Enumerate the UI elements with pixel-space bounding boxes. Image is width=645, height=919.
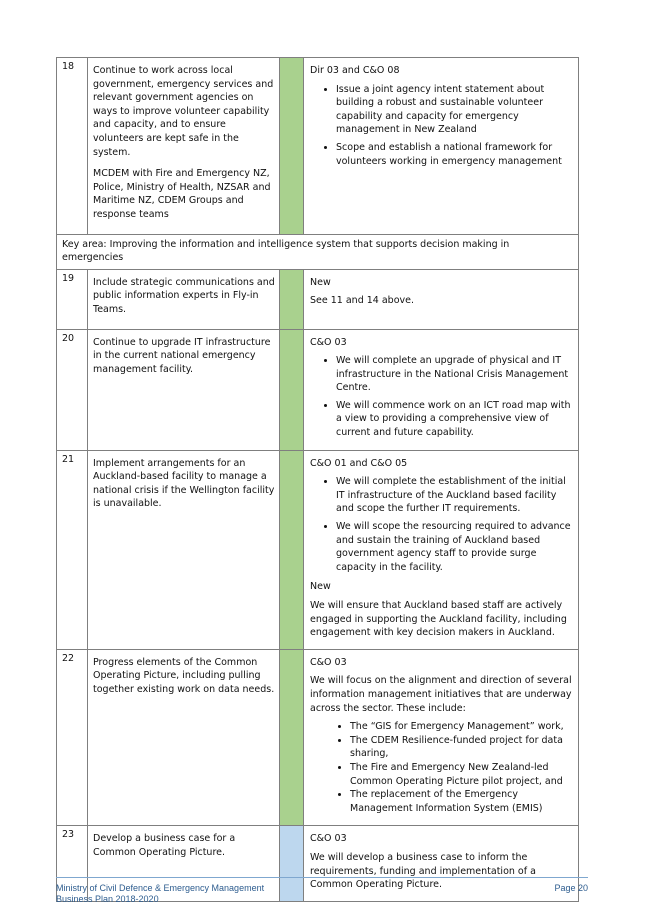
footer-plan-title: Business Plan 2018-2020 — [56, 894, 159, 904]
action-text: MCDEM with Fire and Emergency NZ, Police, Ministry of Health, NZSAR and Maritime NZ, CDEM Groups and response teams — [93, 168, 271, 220]
key-area-row — [57, 234, 579, 269]
action-text: Develop a business case for a Common Operating Picture. — [93, 833, 236, 858]
row-number: 20 — [57, 329, 88, 450]
list-item: • The “GIS for Emergency Management” work, — [350, 720, 572, 734]
business-plan-table — [56, 57, 579, 902]
deliverable-list — [310, 475, 572, 574]
deliverable-text: See 11 and 14 above. — [310, 295, 414, 307]
deliverable-text: Dir 03 and C&O 08 — [310, 65, 400, 76]
deliverable-text: C&O 03 — [310, 656, 347, 668]
deliverables-cell — [304, 329, 579, 450]
table-row — [57, 58, 579, 235]
list-item: • We will complete the establishment of the initial IT infrastructure of the Auckland based facility and scope the further IT requirements. — [336, 475, 572, 516]
row-number: 22 — [57, 649, 88, 826]
deliverables-cell — [304, 269, 579, 329]
status-indicator — [280, 649, 304, 826]
action-cell — [88, 269, 280, 329]
table-row — [57, 269, 579, 329]
footer-org-name: Ministry of Civil Defence & Emergency Management — [56, 883, 265, 893]
deliverables-cell — [304, 58, 579, 235]
footer-organisation — [56, 883, 264, 905]
action-text: Continue to upgrade IT infrastructure in the current national emergency management facility. — [93, 336, 271, 375]
row-number: 18 — [57, 58, 88, 235]
row-number: 21 — [57, 450, 88, 649]
deliverable-text: New — [310, 276, 331, 288]
deliverable-text: We will ensure that Auckland based staff are actively engaged in supporting the Auckland facility, including engagement with key decision makers in Auckland. — [310, 600, 567, 639]
status-indicator — [280, 329, 304, 450]
deliverable-list — [310, 720, 572, 815]
deliverable-list — [310, 354, 572, 440]
list-item: • We will complete an upgrade of physical and IT infrastructure in the National Crisis Management Centre. — [336, 354, 572, 395]
key-area-heading: Key area: Improving the information and intelligence system that supports decision making in emergencies — [57, 234, 579, 269]
deliverable-text: C&O 01 and C&O 05 — [310, 457, 408, 469]
deliverable-text: We will focus on the alignment and direction of several information management initiatives that are underway across the sector. These include: — [310, 675, 572, 714]
action-cell — [88, 450, 280, 649]
table-row — [57, 649, 579, 826]
action-text: Progress elements of the Common Operating Picture, including pulling together existing work on data needs. — [93, 656, 275, 695]
deliverables-cell — [304, 450, 579, 649]
status-indicator — [280, 450, 304, 649]
deliverable-text: C&O 03 — [310, 336, 347, 348]
table-row — [57, 329, 579, 450]
deliverable-text: We will develop a business case to inform the requirements, funding and implementation of a Common Operating Picture. — [310, 851, 536, 891]
table-row — [57, 450, 579, 649]
action-text: Continue to work across local government, emergency services and relevant government agencies on ways to improve volunteer capability and capacity, and to ensure volunteers are kept safe in the system. — [93, 65, 274, 158]
action-text: Include strategic communications and public information experts in Fly-in Teams. — [93, 276, 275, 315]
action-text: Implement arrangements for an Auckland-based facility to manage a national crisis if the Wellington facility is unavailable. — [93, 457, 275, 510]
action-cell — [88, 329, 280, 450]
deliverable-text: C&O 03 — [310, 833, 347, 845]
action-cell — [88, 649, 280, 826]
list-item: • Scope and establish a national framework for volunteers working in emergency management — [336, 141, 572, 168]
row-number: 23 — [57, 826, 88, 901]
list-item: • The Fire and Emergency New Zealand-led Common Operating Picture pilot project, and — [350, 761, 572, 788]
status-indicator — [280, 58, 304, 235]
list-item: • We will commence work on an ICT road map with a view to providing a comprehensive view of current and future capability. — [336, 399, 572, 440]
page-footer — [56, 877, 588, 905]
action-cell — [88, 58, 280, 235]
list-item: • The replacement of the Emergency Management Information System (EMIS) — [350, 788, 572, 815]
list-item: • The CDEM Resilience-funded project for data sharing, — [350, 734, 572, 761]
list-item: • Issue a joint agency intent statement about building a robust and sustainable volunteer capability and capacity for emergency management in New Zealand — [336, 83, 572, 137]
status-indicator — [280, 269, 304, 329]
deliverables-cell — [304, 649, 579, 826]
deliverable-list — [310, 83, 572, 169]
list-item: • We will scope the resourcing required to advance and sustain the training of Auckland based government agency staff to provide surge capacity in the facility. — [336, 520, 572, 574]
page-number: Page 20 — [554, 883, 588, 893]
deliverable-text: New — [310, 581, 331, 593]
row-number: 19 — [57, 269, 88, 329]
